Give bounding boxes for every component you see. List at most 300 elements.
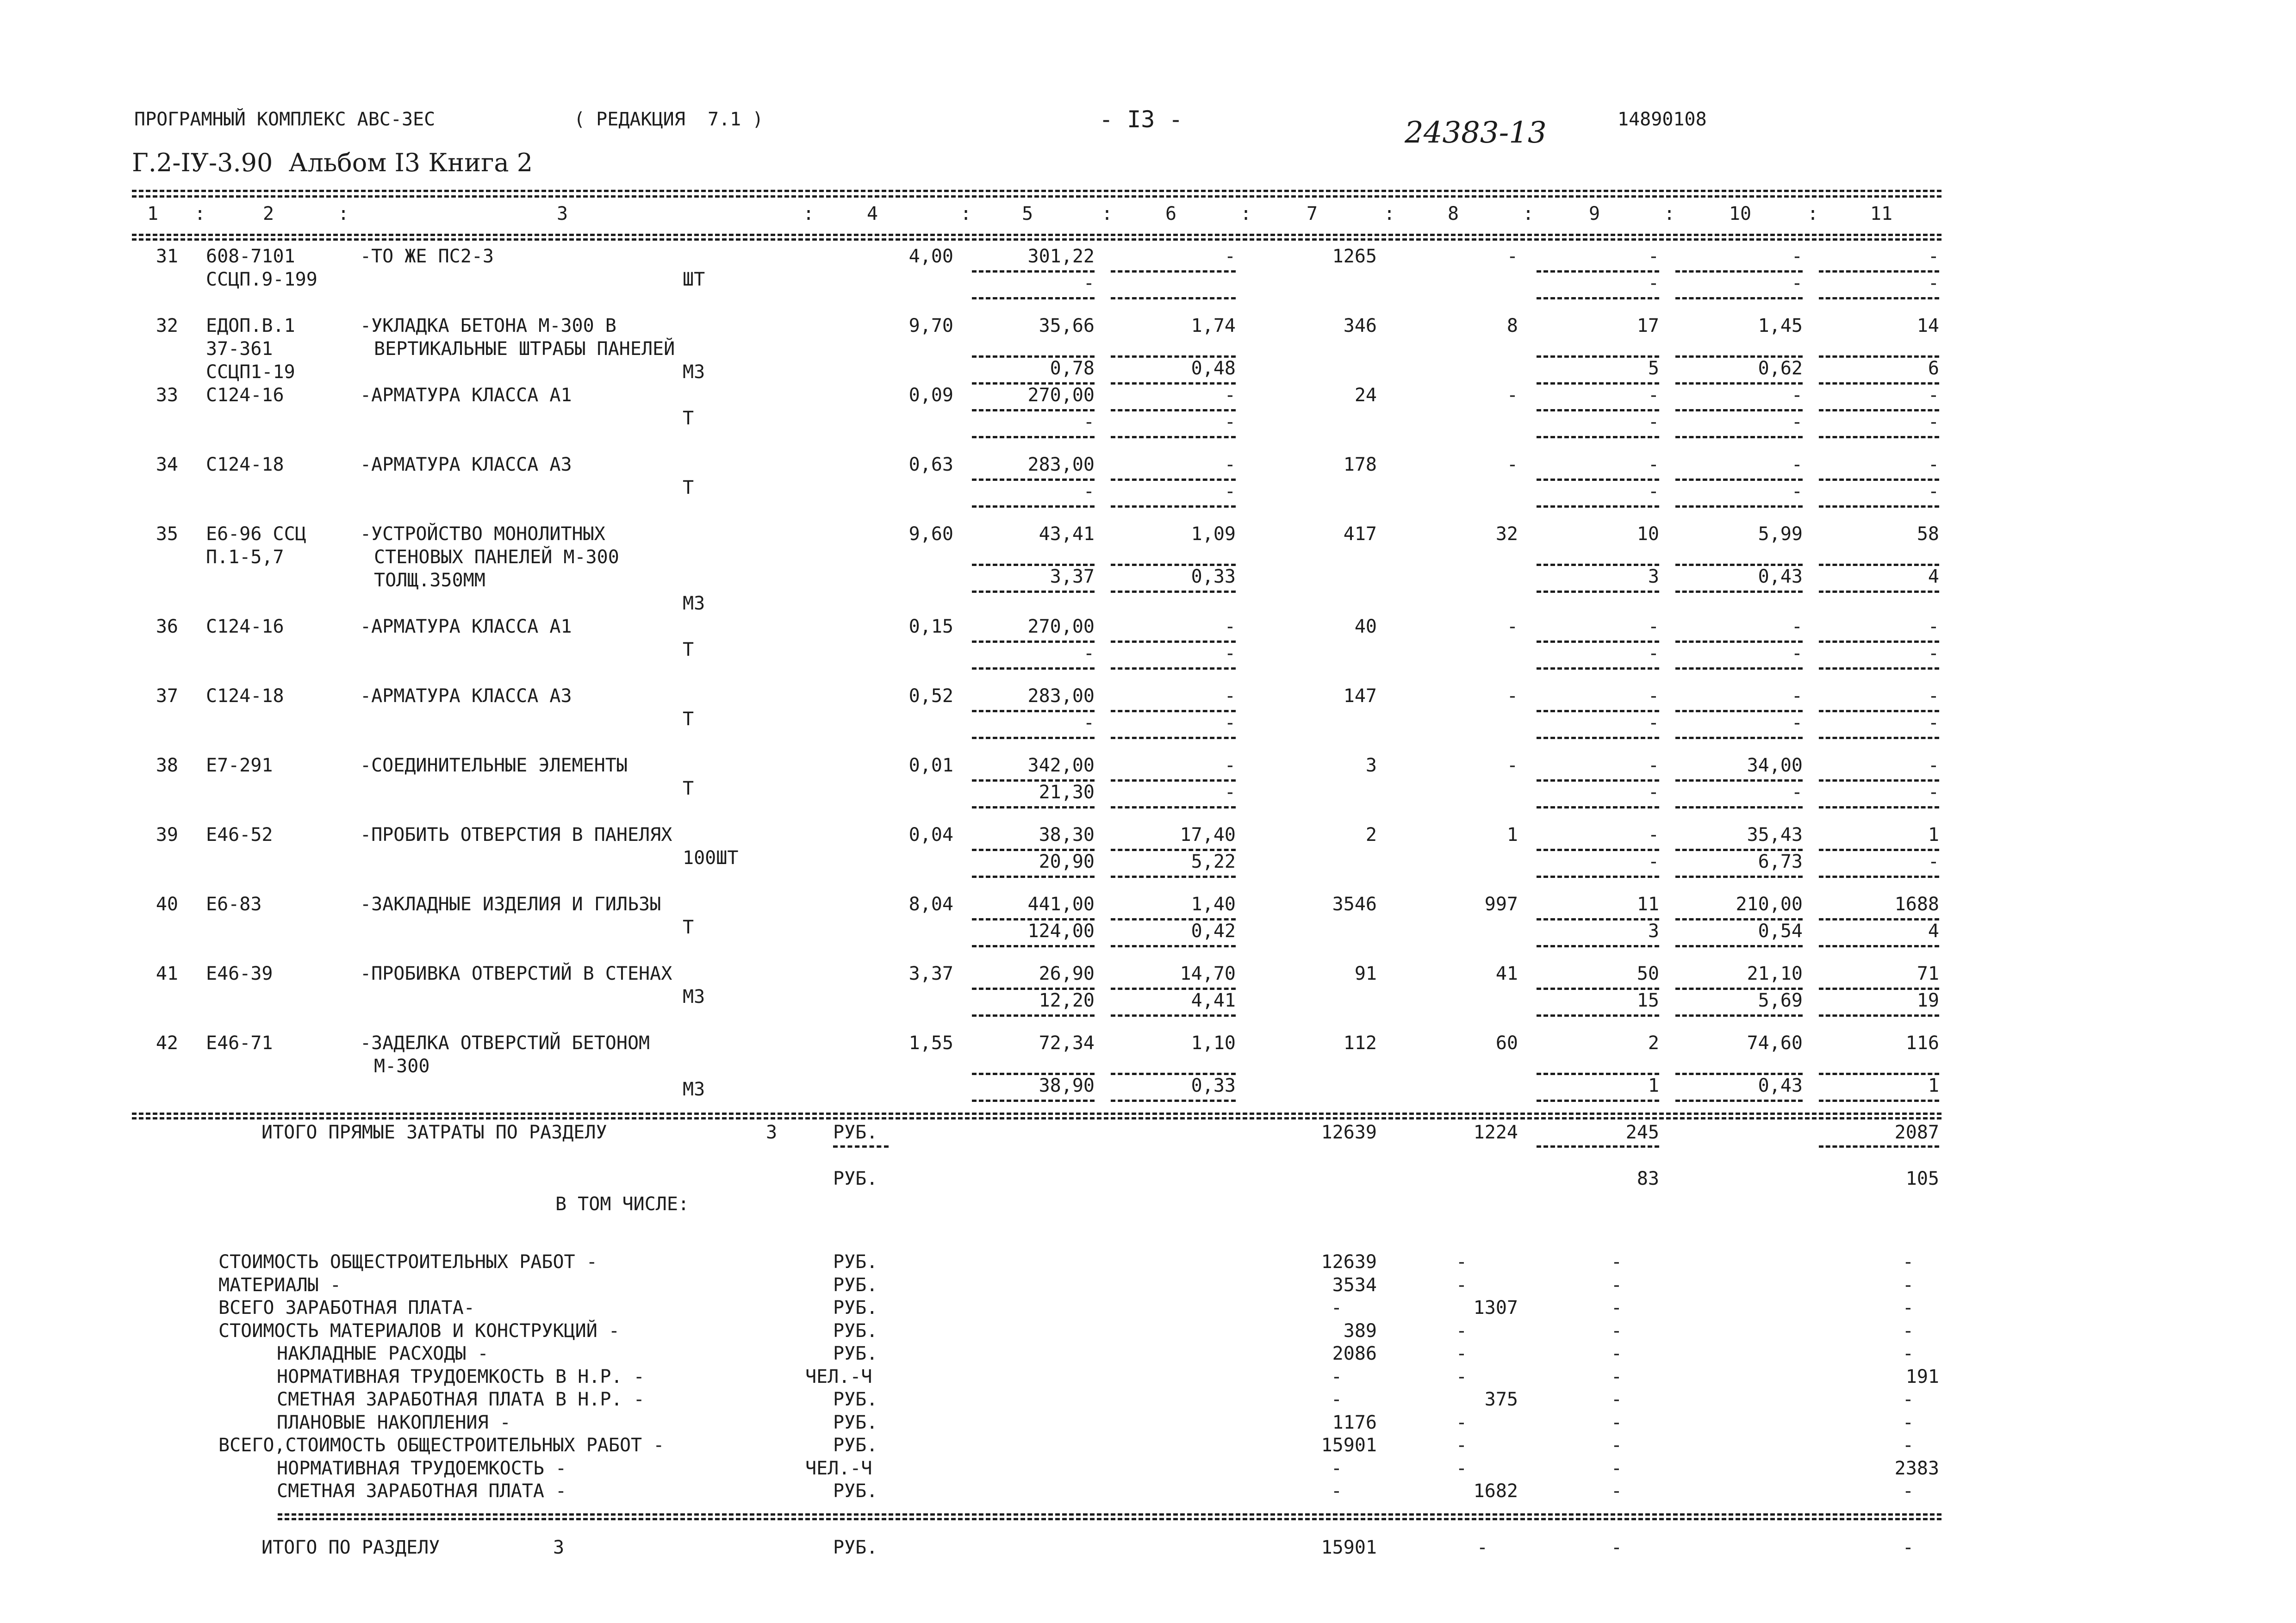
value2-c6: 5,22 <box>1191 851 1236 872</box>
summary-c11: - <box>1902 1297 1914 1318</box>
value2-c5: - <box>1083 712 1095 734</box>
summary-label: ВСЕГО ЗАРАБОТНАЯ ПЛАТА- <box>218 1297 475 1318</box>
value2-c6: - <box>1224 411 1236 433</box>
summary-c11: - <box>1902 1251 1914 1273</box>
value-c9: - <box>1648 824 1659 846</box>
value2-c10: - <box>1791 481 1803 502</box>
total-section-c11: - <box>1902 1537 1914 1558</box>
summary-c8: - <box>1456 1366 1467 1387</box>
value-c8: 997 <box>1484 894 1518 915</box>
work-description: -СОЕДИНИТЕЛЬНЫЕ ЭЛЕМЕНТЫ <box>360 755 628 776</box>
value-c8: - <box>1506 616 1518 637</box>
quantity: 9,60 <box>908 523 953 545</box>
handwritten-number: 24383-13 <box>1405 116 1547 150</box>
value2-c11: 19 <box>1916 990 1939 1011</box>
unit-of-measure: ШТ <box>683 269 705 290</box>
value-c11: - <box>1928 246 1939 267</box>
column-separator: : <box>1101 203 1113 224</box>
summary-c7: - <box>1331 1297 1342 1318</box>
value-c10: - <box>1791 616 1803 637</box>
value-c10: 210,00 <box>1736 894 1803 915</box>
value-c9: - <box>1648 685 1659 707</box>
column-separator: : <box>960 203 972 224</box>
summary-unit: РУБ. <box>833 1275 878 1296</box>
value-c11: 116 <box>1905 1032 1939 1054</box>
value-c10: - <box>1791 246 1803 267</box>
summary-unit: ЧЕЛ.-Ч <box>805 1366 872 1387</box>
value-c6: - <box>1224 685 1236 707</box>
value2-c11: - <box>1928 851 1939 872</box>
value-c6: - <box>1224 755 1236 776</box>
value-c11: - <box>1928 755 1939 776</box>
summary-c9: - <box>1611 1480 1622 1502</box>
rate-code: 608-7101 <box>206 246 295 267</box>
value2-c10: 0,43 <box>1758 1075 1803 1096</box>
summary-c11: - <box>1902 1435 1914 1456</box>
summary-c7: 389 <box>1343 1320 1377 1342</box>
value-c7: 91 <box>1354 963 1377 984</box>
value2-c10: - <box>1791 782 1803 803</box>
total-section-number: 3 <box>553 1537 565 1558</box>
summary-c7: 15901 <box>1321 1435 1377 1456</box>
value-c7: 112 <box>1343 1032 1377 1054</box>
quantity: 8,04 <box>908 894 953 915</box>
summary-c11: - <box>1902 1343 1914 1364</box>
quantity: 0,52 <box>908 685 953 707</box>
value-c5: 283,00 <box>1027 685 1095 707</box>
value-c10: 35,43 <box>1747 824 1803 846</box>
value2-c6: - <box>1224 782 1236 803</box>
rate-code: 37-361 <box>206 338 273 360</box>
summary-c7: 12639 <box>1321 1251 1377 1273</box>
value2-c9: - <box>1648 643 1659 664</box>
value2-c11: - <box>1928 273 1939 294</box>
column-separator: : <box>338 203 349 224</box>
row-number: 42 <box>156 1032 178 1054</box>
work-description: -ЗАДЕЛКА ОТВЕРСТИЙ БЕТОНОМ <box>360 1032 650 1054</box>
value-c11: - <box>1928 454 1939 475</box>
work-description: М-300 <box>374 1056 430 1077</box>
unit-of-measure: 100ШТ <box>683 847 739 869</box>
value-c9: 50 <box>1636 963 1659 984</box>
value-c8: - <box>1506 454 1518 475</box>
value-c7: 40 <box>1354 616 1377 637</box>
column-separator: : <box>1523 203 1534 224</box>
value-c7: 24 <box>1354 385 1377 406</box>
work-description: ТОЛЩ.350ММ <box>374 570 485 591</box>
value-c10: 5,99 <box>1758 523 1803 545</box>
unit-of-measure: Т <box>683 477 694 498</box>
summary-unit: ЧЕЛ.-Ч <box>805 1458 872 1479</box>
rate-code: ЕДОП.В.1 <box>206 315 295 336</box>
summary-c9: - <box>1611 1251 1622 1273</box>
value2-c11: 1 <box>1928 1075 1939 1096</box>
rate-code: С124-16 <box>206 385 284 406</box>
value2-c5: 124,00 <box>1027 920 1095 942</box>
summary-unit: РУБ. <box>833 1343 878 1364</box>
value-c10: - <box>1791 454 1803 475</box>
unit-of-measure: М3 <box>683 361 705 383</box>
value2-c10: - <box>1791 712 1803 734</box>
rate-code: Е46-71 <box>206 1032 273 1054</box>
summary-label: СТОИМОСТЬ ОБЩЕСТРОИТЕЛЬНЫХ РАБОТ - <box>218 1251 597 1273</box>
row-number: 35 <box>156 523 178 545</box>
total-direct-c11b: 105 <box>1905 1168 1939 1189</box>
summary-c9: - <box>1611 1389 1622 1410</box>
work-description: -ТО ЖЕ ПС2-3 <box>360 246 494 267</box>
work-description: -ПРОБИТЬ ОТВЕРСТИЯ В ПАНЕЛЯХ <box>360 824 672 846</box>
summary-c7: 2086 <box>1332 1343 1377 1364</box>
value-c5: 26,90 <box>1039 963 1095 984</box>
summary-c7: 3534 <box>1332 1275 1377 1296</box>
value-c10: 1,45 <box>1758 315 1803 336</box>
value-c8: 32 <box>1495 523 1518 545</box>
value-c9: - <box>1648 454 1659 475</box>
column-separator: : <box>194 203 206 224</box>
summary-c8: - <box>1456 1412 1467 1433</box>
summary-c7: - <box>1331 1389 1342 1410</box>
unit-of-measure: Т <box>683 639 694 660</box>
summary-c9: - <box>1611 1412 1622 1433</box>
summary-label: СМЕТНАЯ ЗАРАБОТНАЯ ПЛАТА - <box>277 1480 567 1502</box>
summary-c9: - <box>1611 1320 1622 1342</box>
value2-c5: - <box>1083 411 1095 433</box>
value2-c10: 0,43 <box>1758 566 1803 587</box>
summary-c8: - <box>1456 1458 1467 1479</box>
work-description: -ЗАКЛАДНЫЕ ИЗДЕЛИЯ И ГИЛЬЗЫ <box>360 894 661 915</box>
column-header-10: 10 <box>1729 203 1752 224</box>
value-c8: - <box>1506 385 1518 406</box>
cell-rule <box>833 1145 889 1148</box>
work-description: -АРМАТУРА КЛАССА А3 <box>360 454 572 475</box>
work-description: -УКЛАДКА БЕТОНА М-300 В <box>360 315 616 336</box>
summary-unit: РУБ. <box>833 1297 878 1318</box>
value-c9: 10 <box>1636 523 1659 545</box>
total-direct-label: ИТОГО ПРЯМЫЕ ЗАТРАТЫ ПО РАЗДЕЛУ <box>261 1122 607 1143</box>
work-description: -ПРОБИВКА ОТВЕРСТИЙ В СТЕНАХ <box>360 963 672 984</box>
quantity: 9,70 <box>908 315 953 336</box>
value2-c6: 0,42 <box>1191 920 1236 942</box>
value-c8: 60 <box>1495 1032 1518 1054</box>
value-c7: 1265 <box>1332 246 1377 267</box>
value2-c6: - <box>1224 481 1236 502</box>
value2-c11: - <box>1928 481 1939 502</box>
summary-label: ПЛАНОВЫЕ НАКОПЛЕНИЯ - <box>277 1412 511 1433</box>
value2-c5: 20,90 <box>1039 851 1095 872</box>
value2-c9: - <box>1648 273 1659 294</box>
total-direct-section: 3 <box>766 1122 778 1143</box>
value2-c9: - <box>1648 411 1659 433</box>
unit-of-measure: М3 <box>683 986 705 1007</box>
value-c7: 3546 <box>1332 894 1377 915</box>
summary-label: ВСЕГО,СТОИМОСТЬ ОБЩЕСТРОИТЕЛЬНЫХ РАБОТ - <box>218 1435 665 1456</box>
value-c5: 342,00 <box>1027 755 1095 776</box>
value2-c10: - <box>1791 643 1803 664</box>
value2-c5: 0,78 <box>1050 358 1095 379</box>
value-c7: 3 <box>1365 755 1377 776</box>
value2-c6: 0,48 <box>1191 358 1236 379</box>
value2-c9: 3 <box>1648 566 1659 587</box>
total-section-label: ИТОГО ПО РАЗДЕЛУ <box>261 1537 440 1558</box>
value-c7: 178 <box>1343 454 1377 475</box>
summary-c11: 191 <box>1905 1366 1939 1387</box>
work-description: -АРМАТУРА КЛАССА А1 <box>360 616 572 637</box>
column-header-4: 4 <box>866 203 878 224</box>
summary-c11: - <box>1902 1480 1914 1502</box>
value-c6: - <box>1224 616 1236 637</box>
column-separator: : <box>1240 203 1252 224</box>
value-c5: 270,00 <box>1027 616 1095 637</box>
summary-c8: 1307 <box>1473 1297 1518 1318</box>
summary-label: НОРМАТИВНАЯ ТРУДОЕМКОСТЬ В Н.Р. - <box>277 1366 645 1387</box>
work-description: -УСТРОЙСТВО МОНОЛИТНЫХ <box>360 523 605 545</box>
value-c5: 38,30 <box>1039 824 1095 846</box>
work-description: СТЕНОВЫХ ПАНЕЛЕЙ М-300 <box>374 547 619 568</box>
value2-c10: - <box>1791 411 1803 433</box>
value2-c9: 5 <box>1648 358 1659 379</box>
value-c6: 1,40 <box>1191 894 1236 915</box>
value2-c5: 21,30 <box>1039 782 1095 803</box>
unit-of-measure: Т <box>683 408 694 429</box>
value2-c11: - <box>1928 712 1939 734</box>
value-c6: 1,74 <box>1191 315 1236 336</box>
row-number: 41 <box>156 963 178 984</box>
summary-label: НОРМАТИВНАЯ ТРУДОЕМКОСТЬ - <box>277 1458 567 1479</box>
summary-c8: 375 <box>1484 1389 1518 1410</box>
cell-rule <box>1819 1145 1939 1148</box>
summary-unit: РУБ. <box>833 1435 878 1456</box>
row-number: 39 <box>156 824 178 846</box>
total-direct-c11: 2087 <box>1894 1122 1939 1143</box>
value-c10: - <box>1791 385 1803 406</box>
summary-c7: - <box>1331 1458 1342 1479</box>
column-header-8: 8 <box>1447 203 1459 224</box>
value2-c6: 0,33 <box>1191 566 1236 587</box>
rate-code: Е46-39 <box>206 963 273 984</box>
rate-code: ССЦП1-19 <box>206 361 295 383</box>
value2-c5: 3,37 <box>1050 566 1095 587</box>
value-c8: 1 <box>1506 824 1518 846</box>
unit-of-measure: М3 <box>683 593 705 614</box>
rate-code: Е7-291 <box>206 755 273 776</box>
total-direct-c9b: 83 <box>1636 1168 1659 1189</box>
summary-label: НАКЛАДНЫЕ РАСХОДЫ - <box>277 1343 489 1364</box>
rate-code: Е6-83 <box>206 894 262 915</box>
value2-c11: - <box>1928 411 1939 433</box>
value-c5: 283,00 <box>1027 454 1095 475</box>
value-c6: 1,10 <box>1191 1032 1236 1054</box>
work-description: -АРМАТУРА КЛАССА А1 <box>360 385 572 406</box>
value-c6: 1,09 <box>1191 523 1236 545</box>
summary-c11: 2383 <box>1894 1458 1939 1479</box>
value-c8: 8 <box>1506 315 1518 336</box>
total-direct-c8: 1224 <box>1473 1122 1518 1143</box>
column-separator: : <box>803 203 815 224</box>
value2-c6: 0,33 <box>1191 1075 1236 1096</box>
unit-of-measure: Т <box>683 709 694 730</box>
column-header-5: 5 <box>1021 203 1033 224</box>
value-c9: 17 <box>1636 315 1659 336</box>
edition-label: ( РЕДАКЦИЯ 7.1 ) <box>574 109 764 130</box>
summary-c8: - <box>1456 1320 1467 1342</box>
value-c10: 34,00 <box>1747 755 1803 776</box>
summary-unit: РУБ. <box>833 1412 878 1433</box>
summary-unit: РУБ. <box>833 1320 878 1342</box>
summary-label: СМЕТНАЯ ЗАРАБОТНАЯ ПЛАТА В Н.Р. - <box>277 1389 645 1410</box>
summary-end-rule <box>278 1513 1941 1516</box>
row-number: 31 <box>156 246 178 267</box>
value-c8: - <box>1506 246 1518 267</box>
value-c5: 301,22 <box>1027 246 1095 267</box>
summary-c9: - <box>1611 1275 1622 1296</box>
value-c6: 17,40 <box>1180 824 1236 846</box>
value-c11: - <box>1928 685 1939 707</box>
column-header-1: 1 <box>147 203 159 224</box>
unit-of-measure: Т <box>683 917 694 938</box>
summary-c9: - <box>1611 1435 1622 1456</box>
total-direct-unit-2: РУБ. <box>833 1168 878 1189</box>
value2-c9: 15 <box>1636 990 1659 1011</box>
column-separator: : <box>1664 203 1675 224</box>
value2-c5: 38,90 <box>1039 1075 1095 1096</box>
quantity: 0,01 <box>908 755 953 776</box>
unit-of-measure: М3 <box>683 1079 705 1100</box>
value-c7: 346 <box>1343 315 1377 336</box>
summary-c9: - <box>1611 1458 1622 1479</box>
summary-c8: - <box>1456 1343 1467 1364</box>
rate-code: П.1-5,7 <box>206 547 284 568</box>
value-c8: - <box>1506 755 1518 776</box>
rate-code: Е46-52 <box>206 824 273 846</box>
value2-c5: - <box>1083 273 1095 294</box>
work-description: -АРМАТУРА КЛАССА А3 <box>360 685 572 707</box>
value2-c9: - <box>1648 481 1659 502</box>
quantity: 4,00 <box>908 246 953 267</box>
column-header-2: 2 <box>262 203 274 224</box>
column-separator: : <box>1807 203 1819 224</box>
rate-code: ССЦП.9-199 <box>206 269 317 290</box>
summary-c11: - <box>1902 1275 1914 1296</box>
total-section-c8: - <box>1476 1537 1488 1558</box>
quantity: 0,15 <box>908 616 953 637</box>
rate-code: С124-16 <box>206 616 284 637</box>
value-c11: - <box>1928 616 1939 637</box>
unit-of-measure: Т <box>683 778 694 799</box>
summary-c9: - <box>1611 1366 1622 1387</box>
summary-c11: - <box>1902 1320 1914 1342</box>
value2-c5: - <box>1083 643 1095 664</box>
value2-c10: 6,73 <box>1758 851 1803 872</box>
value-c5: 43,41 <box>1039 523 1095 545</box>
summary-label: СТОИМОСТЬ МАТЕРИАЛОВ И КОНСТРУКЦИЙ - <box>218 1320 620 1342</box>
value-c9: - <box>1648 755 1659 776</box>
total-direct-unit: РУБ. <box>833 1122 878 1143</box>
value-c10: - <box>1791 685 1803 707</box>
value-c6: - <box>1224 246 1236 267</box>
value2-c6: - <box>1224 712 1236 734</box>
row-number: 34 <box>156 454 178 475</box>
total-section-c9: - <box>1611 1537 1622 1558</box>
value-c7: 2 <box>1365 824 1377 846</box>
value2-c10: - <box>1791 273 1803 294</box>
summary-c7: 1176 <box>1332 1412 1377 1433</box>
work-description: ВЕРТИКАЛЬНЫЕ ШТРАБЫ ПАНЕЛЕЙ <box>374 338 675 360</box>
value2-c9: - <box>1648 851 1659 872</box>
value-c10: 21,10 <box>1747 963 1803 984</box>
total-section-unit: РУБ. <box>833 1537 878 1558</box>
value2-c9: 3 <box>1648 920 1659 942</box>
value-c5: 270,00 <box>1027 385 1095 406</box>
row-number: 40 <box>156 894 178 915</box>
column-header-11: 11 <box>1870 203 1893 224</box>
program-title: ПРОГРАМНЫЙ КОМПЛЕКС АВС-ЗЕС <box>134 109 436 130</box>
summary-c7: - <box>1331 1366 1342 1387</box>
page-number: - I3 - <box>1099 106 1183 133</box>
value-c5: 72,34 <box>1039 1032 1095 1054</box>
value-c5: 441,00 <box>1027 894 1095 915</box>
document-code: 14890108 <box>1618 109 1707 130</box>
value2-c5: - <box>1083 481 1095 502</box>
value-c6: 14,70 <box>1180 963 1236 984</box>
rate-code: С124-18 <box>206 685 284 707</box>
value-c7: 147 <box>1343 685 1377 707</box>
value-c11: 58 <box>1916 523 1939 545</box>
summary-label: МАТЕРИАЛЫ - <box>218 1275 341 1296</box>
value-c10: 74,60 <box>1747 1032 1803 1054</box>
summary-c7: - <box>1331 1480 1342 1502</box>
row-number: 36 <box>156 616 178 637</box>
album-title: Г.2-IУ-3.90 Альбом I3 Книга 2 <box>132 148 533 177</box>
value-c8: 41 <box>1495 963 1518 984</box>
column-separator: : <box>1384 203 1395 224</box>
value2-c11: 4 <box>1928 920 1939 942</box>
value2-c6: - <box>1224 643 1236 664</box>
summary-c11: - <box>1902 1389 1914 1410</box>
including-label: В ТОМ ЧИСЛЕ: <box>555 1194 689 1215</box>
quantity: 0,63 <box>908 454 953 475</box>
value-c11: 1 <box>1928 824 1939 846</box>
value-c9: - <box>1648 246 1659 267</box>
value2-c6: 4,41 <box>1191 990 1236 1011</box>
summary-c8: 1682 <box>1473 1480 1518 1502</box>
column-header-7: 7 <box>1306 203 1318 224</box>
quantity: 3,37 <box>908 963 953 984</box>
column-header-9: 9 <box>1588 203 1600 224</box>
summary-c11: - <box>1902 1412 1914 1433</box>
value2-c11: - <box>1928 782 1939 803</box>
value-c5: 35,66 <box>1039 315 1095 336</box>
value2-c9: 1 <box>1648 1075 1659 1096</box>
value-c8: - <box>1506 685 1518 707</box>
value2-c9: - <box>1648 782 1659 803</box>
summary-c9: - <box>1611 1343 1622 1364</box>
summary-c8: - <box>1456 1251 1467 1273</box>
value-c11: 1688 <box>1894 894 1939 915</box>
value2-c11: 6 <box>1928 358 1939 379</box>
row-number: 38 <box>156 755 178 776</box>
column-header-6: 6 <box>1165 203 1177 224</box>
value-c11: 14 <box>1916 315 1939 336</box>
value-c9: - <box>1648 616 1659 637</box>
total-direct-c9: 245 <box>1625 1122 1659 1143</box>
value2-c11: - <box>1928 643 1939 664</box>
summary-c8: - <box>1456 1275 1467 1296</box>
value2-c11: 4 <box>1928 566 1939 587</box>
value-c6: - <box>1224 385 1236 406</box>
row-number: 33 <box>156 385 178 406</box>
total-section-c7: 15901 <box>1321 1537 1377 1558</box>
value-c6: - <box>1224 454 1236 475</box>
